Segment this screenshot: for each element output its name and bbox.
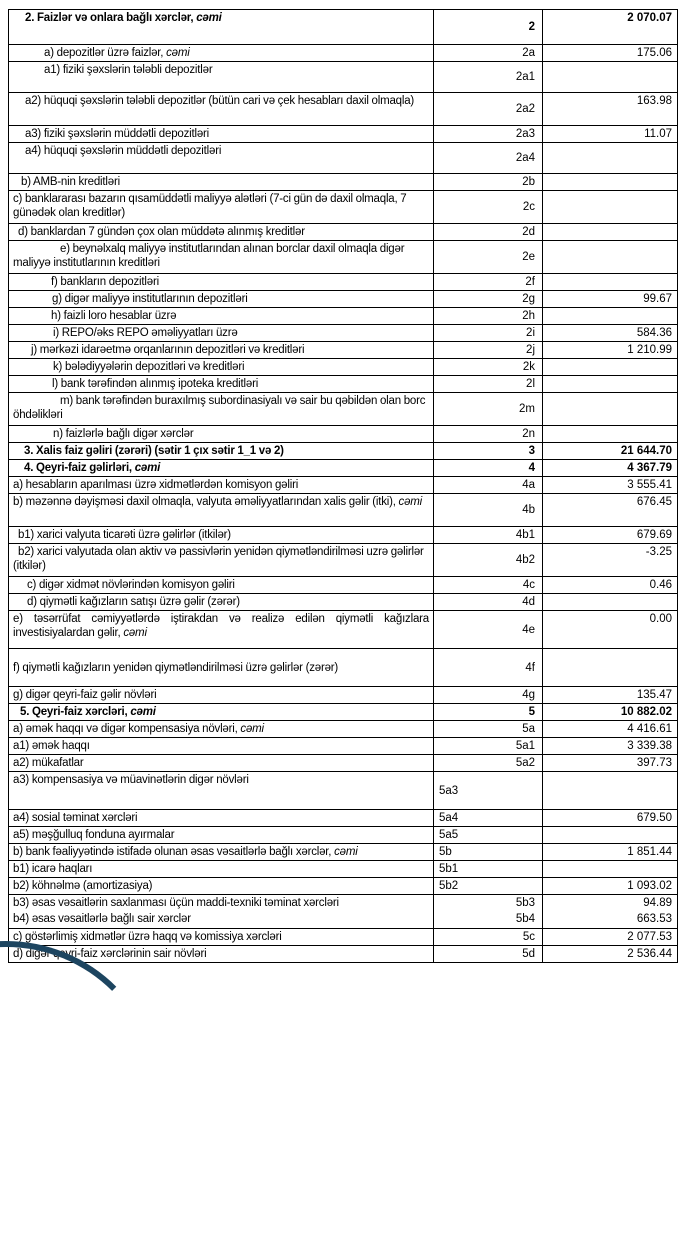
row-label-cell <box>9 325 434 342</box>
row-label-cell <box>9 174 434 191</box>
row-value-cell: 397.73 <box>543 755 678 772</box>
row-label-italic-suffix: cəmi <box>334 846 358 858</box>
row-label: a) hesabların aparılması üzrə xidmətlərdən komisyon gəliri <box>13 479 299 491</box>
row-code-cell: 5a <box>434 721 543 738</box>
row-code-cell: 4c <box>434 577 543 594</box>
row-label-cell <box>9 895 434 912</box>
row-code-cell: 5c <box>434 928 543 945</box>
row-label: h) faizli loro hesablar üzrə <box>51 310 177 322</box>
row-code-cell: 5b3 <box>434 895 543 912</box>
row-code-cell: 2d <box>434 224 543 241</box>
row-code-cell: 5a1 <box>434 738 543 755</box>
row-label-cell <box>9 62 434 93</box>
table-row <box>9 772 678 810</box>
row-value-cell: 4 416.61 <box>543 721 678 738</box>
row-label: k) bələdiyyələrin depozitləri və kreditləri <box>53 361 245 373</box>
row-label: a5) məşğulluq fonduna ayırmalar <box>13 829 175 841</box>
table-row <box>9 393 678 426</box>
row-code-cell: 5d <box>434 945 543 962</box>
row-value-cell <box>543 174 678 191</box>
row-label: 2. Faizlər və onlara bağlı xərclər, <box>25 12 194 24</box>
row-label-cell <box>9 527 434 544</box>
row-label: a1) əmək haqqı <box>13 740 90 752</box>
row-value-cell: 10 882.02 <box>543 704 678 721</box>
row-code-cell: 5 <box>434 704 543 721</box>
row-value-cell: -3.25 <box>543 544 678 577</box>
row-label: g) digər qeyri-faiz gəlir növləri <box>13 689 157 701</box>
income-expense-table <box>8 9 678 963</box>
row-label-cell <box>9 649 434 687</box>
table-row <box>9 928 678 945</box>
row-value-cell: 175.06 <box>543 45 678 62</box>
row-code-cell: 2a4 <box>434 143 543 174</box>
row-label-cell <box>9 426 434 443</box>
row-label: i) REPO/əks REPO əməliyyatları üzrə <box>53 327 238 339</box>
row-value-cell: 663.53 <box>543 911 678 928</box>
row-label: e) təsərrüfat cəmiyyətlərdə iştirakdan və realizə edilən qiymətli kağızlara investisiyalardan gəlir, <box>13 613 429 639</box>
row-label: b2) köhnəlmə (amortizasiya) <box>13 880 153 892</box>
row-label-cell <box>9 544 434 577</box>
row-value-cell <box>543 393 678 426</box>
table-row <box>9 460 678 477</box>
corner-arc-logo <box>0 941 162 1253</box>
row-value-cell <box>543 62 678 93</box>
row-code-cell: 5b4 <box>434 911 543 928</box>
row-label: a4) sosial təminat xərcləri <box>13 812 138 824</box>
table-row <box>9 126 678 143</box>
row-label-cell <box>9 738 434 755</box>
row-label-cell <box>9 274 434 291</box>
table-row <box>9 224 678 241</box>
row-code-cell: 2 <box>434 10 543 45</box>
row-label-cell <box>9 594 434 611</box>
row-value-cell: 679.69 <box>543 527 678 544</box>
row-code-cell: 5b <box>434 844 543 861</box>
row-label-cell <box>9 687 434 704</box>
table-row <box>9 62 678 93</box>
row-label-cell <box>9 393 434 426</box>
row-label-cell <box>9 224 434 241</box>
row-label-cell <box>9 577 434 594</box>
table-row <box>9 649 678 687</box>
row-value-cell: 21 644.70 <box>543 443 678 460</box>
row-label: m) bank tərəfindən buraxılmış subordinasiyalı və sair bu qəbildən olan borc öhdəlikləri <box>13 395 426 421</box>
row-code-cell: 4e <box>434 611 543 649</box>
table-row <box>9 308 678 325</box>
table-row <box>9 93 678 126</box>
row-label-cell <box>9 93 434 126</box>
row-label-cell <box>9 477 434 494</box>
row-label-italic-suffix: cəmi <box>134 462 161 474</box>
row-value-cell <box>543 308 678 325</box>
table-row <box>9 477 678 494</box>
table-row <box>9 10 678 45</box>
row-value-cell: 676.45 <box>543 494 678 527</box>
row-label: b) AMB-nin kreditləri <box>21 176 120 188</box>
row-value-cell: 163.98 <box>543 93 678 126</box>
row-code-cell: 2l <box>434 376 543 393</box>
row-label-cell <box>9 143 434 174</box>
row-label-italic-suffix: cəmi <box>196 12 222 24</box>
row-code-cell: 5a5 <box>434 827 543 844</box>
table-row <box>9 143 678 174</box>
row-label-cell <box>9 810 434 827</box>
row-value-cell <box>543 376 678 393</box>
row-label: 3. Xalis faiz gəliri (zərəri) (sətir 1 çıx sətir 1_1 və 2) <box>24 445 284 457</box>
row-value-cell <box>543 143 678 174</box>
table-body <box>9 10 678 963</box>
row-label-cell <box>9 241 434 274</box>
row-value-cell <box>543 827 678 844</box>
table-row <box>9 426 678 443</box>
row-code-cell: 5a2 <box>434 755 543 772</box>
row-label-cell <box>9 704 434 721</box>
row-value-cell <box>543 191 678 224</box>
table-row <box>9 861 678 878</box>
row-label: g) digər maliyyə institutlarının depozitləri <box>52 293 248 305</box>
row-code-cell: 5b2 <box>434 878 543 895</box>
row-label: b1) icarə haqları <box>13 863 93 875</box>
row-code-cell: 5b1 <box>434 861 543 878</box>
row-label: b3) əsas vəsaitlərin saxlanması üçün maddi-texniki təminat xərcləri <box>13 897 339 909</box>
row-label: e) beynəlxalq maliyyə institutlarından alınan borclar daxil olmaqla digər maliyyə institutlarının kreditləri <box>13 243 405 269</box>
table-row <box>9 274 678 291</box>
row-label: c) banklararası bazarın qısamüddətli maliyyə alətləri (7-ci gün də daxil olmaqla, 7 günədək olan kreditlər) <box>13 193 407 219</box>
table-row <box>9 721 678 738</box>
table-row <box>9 755 678 772</box>
row-value-cell: 2 070.07 <box>543 10 678 45</box>
row-value-cell: 584.36 <box>543 325 678 342</box>
row-value-cell <box>543 224 678 241</box>
row-value-cell: 3 339.38 <box>543 738 678 755</box>
row-code-cell: 4 <box>434 460 543 477</box>
table-row <box>9 191 678 224</box>
row-label: a2) mükafatlar <box>13 757 84 769</box>
row-label: f) qiymətli kağızların yenidən qiymətləndirilməsi üzrə gəlirlər (zərər) <box>13 661 339 674</box>
row-label-cell <box>9 827 434 844</box>
row-code-cell: 2g <box>434 291 543 308</box>
row-code-cell: 2a <box>434 45 543 62</box>
row-label-cell <box>9 460 434 477</box>
table-row <box>9 687 678 704</box>
row-label: a) depozitlər üzrə faizlər, <box>44 47 164 59</box>
row-label-italic-suffix: cəmi <box>166 47 190 59</box>
row-label-cell <box>9 359 434 376</box>
row-label: d) digər qeyri-faiz xərclərinin sair növləri <box>13 947 207 960</box>
table-row <box>9 810 678 827</box>
row-value-cell: 2 536.44 <box>543 945 678 962</box>
table-row <box>9 342 678 359</box>
table-row <box>9 325 678 342</box>
row-value-cell: 99.67 <box>543 291 678 308</box>
row-label: j) mərkəzi idarəetmə orqanlarının depozitləri və kreditləri <box>31 344 305 356</box>
row-value-cell: 1 093.02 <box>543 878 678 895</box>
row-code-cell: 2a1 <box>434 62 543 93</box>
row-label-cell <box>9 376 434 393</box>
row-code-cell: 2m <box>434 393 543 426</box>
table-row <box>9 594 678 611</box>
row-value-cell: 2 077.53 <box>543 928 678 945</box>
table-row <box>9 827 678 844</box>
row-label: a1) fiziki şəxslərin tələbli depozitlər <box>44 64 213 76</box>
row-label: b) bank fəaliyyətində istifadə olunan əsas vəsaitlərlə bağlı xərclər, <box>13 846 332 858</box>
table-row <box>9 376 678 393</box>
row-label-italic-suffix: cəmi <box>240 723 264 735</box>
row-code-cell: 3 <box>434 443 543 460</box>
row-label-cell <box>9 878 434 895</box>
row-value-cell: 0.46 <box>543 577 678 594</box>
row-code-cell: 2n <box>434 426 543 443</box>
table-row <box>9 704 678 721</box>
row-label: a3) fiziki şəxslərin müddətli depozitləri <box>25 128 210 140</box>
row-value-cell: 0.00 <box>543 611 678 649</box>
row-label-italic-suffix: cəmi <box>398 496 423 508</box>
table-row <box>9 738 678 755</box>
row-value-cell: 4 367.79 <box>543 460 678 477</box>
row-code-cell: 2a3 <box>434 126 543 143</box>
row-code-cell: 5a3 <box>434 772 543 810</box>
table-row <box>9 359 678 376</box>
row-code-cell: 5a4 <box>434 810 543 827</box>
table-row <box>9 443 678 460</box>
row-label: f) bankların depozitləri <box>51 276 159 288</box>
row-code-cell: 4a <box>434 477 543 494</box>
table-row <box>9 527 678 544</box>
row-label-cell <box>9 342 434 359</box>
table-row <box>9 878 678 895</box>
row-label: c) göstərlimiş xidmətlər üzrə haqq və komissiya xərcləri <box>13 930 282 943</box>
row-value-cell <box>543 772 678 810</box>
row-code-cell: 4f <box>434 649 543 687</box>
row-code-cell: 4b <box>434 494 543 527</box>
row-code-cell: 2b <box>434 174 543 191</box>
row-label-italic-suffix: cəmi <box>123 627 147 639</box>
row-code-cell: 2f <box>434 274 543 291</box>
row-code-cell: 2a2 <box>434 93 543 126</box>
row-label: a2) hüquqi şəxslərin tələbli depozitlər (bütün cari və çek hesabları daxil olmaqla) <box>25 95 415 107</box>
row-label: a) əmək haqqı və digər kompensasiya növləri, <box>13 723 238 735</box>
row-label-cell <box>9 928 434 945</box>
row-label: b2) xarici valyutada olan aktiv və passivlərin yenidən qiymətləndirilməsi uzrə gəlirlər (itkilər) <box>13 546 424 572</box>
row-label: d) qiymətli kağızların satışı üzrə gəlir (zərər) <box>27 596 240 608</box>
row-label: c) digər xidmət növlərindən komisyon gəliri <box>27 579 235 591</box>
row-code-cell: 4g <box>434 687 543 704</box>
row-label: b1) xarici valyuta ticarəti üzrə gəlirlər (itkilər) <box>18 529 231 541</box>
table-row <box>9 494 678 527</box>
table-row <box>9 945 678 962</box>
row-label-cell <box>9 45 434 62</box>
row-code-cell: 4b1 <box>434 527 543 544</box>
row-value-cell <box>543 649 678 687</box>
row-label-cell <box>9 772 434 810</box>
row-code-cell: 2e <box>434 241 543 274</box>
row-label-cell <box>9 721 434 738</box>
row-label-cell <box>9 844 434 861</box>
row-value-cell <box>543 594 678 611</box>
row-code-cell: 4d <box>434 594 543 611</box>
table-row <box>9 45 678 62</box>
row-value-cell: 135.47 <box>543 687 678 704</box>
row-label: d) banklardan 7 gündən çox olan müddətə alınmış kreditlər <box>18 226 305 238</box>
row-label-cell <box>9 911 434 928</box>
row-label: n) faizlərlə bağlı digər xərclər <box>53 428 194 440</box>
row-label: b4) əsas vəsaitlərlə bağlı sair xərclər <box>13 913 191 925</box>
row-label-italic-suffix: cəmi <box>130 706 156 718</box>
row-value-cell: 1 210.99 <box>543 342 678 359</box>
table-row <box>9 844 678 861</box>
row-label: a3) kompensasiya və müavinətlərin digər növləri <box>13 774 249 786</box>
row-value-cell <box>543 359 678 376</box>
row-code-cell: 2i <box>434 325 543 342</box>
row-label: 4. Qeyri-faiz gəlirləri, <box>24 462 132 474</box>
row-label: l) bank tərəfindən alınmış ipoteka kreditləri <box>52 378 259 390</box>
row-label: 5. Qeyri-faiz xərcləri, <box>20 706 128 718</box>
row-code-cell: 2k <box>434 359 543 376</box>
table-row <box>9 241 678 274</box>
row-label-cell <box>9 126 434 143</box>
row-label-cell <box>9 494 434 527</box>
table-row <box>9 611 678 649</box>
row-code-cell: 4b2 <box>434 544 543 577</box>
row-value-cell: 11.07 <box>543 126 678 143</box>
row-value-cell <box>543 861 678 878</box>
row-value-cell: 679.50 <box>543 810 678 827</box>
table-row <box>9 577 678 594</box>
row-code-cell: 2c <box>434 191 543 224</box>
row-label-cell <box>9 611 434 649</box>
row-value-cell: 94.89 <box>543 895 678 912</box>
row-value-cell <box>543 241 678 274</box>
row-code-cell: 2j <box>434 342 543 359</box>
row-value-cell: 3 555.41 <box>543 477 678 494</box>
row-label-cell <box>9 10 434 45</box>
table-row <box>9 291 678 308</box>
table-row <box>9 174 678 191</box>
row-value-cell <box>543 274 678 291</box>
row-label-cell <box>9 291 434 308</box>
row-label: a4) hüquqi şəxslərin müddətli depozitləri <box>25 145 222 157</box>
table-row <box>9 895 678 912</box>
table-row <box>9 544 678 577</box>
row-label-cell <box>9 861 434 878</box>
row-value-cell <box>543 426 678 443</box>
table-row <box>9 911 678 928</box>
row-value-cell: 1 851.44 <box>543 844 678 861</box>
row-code-cell: 2h <box>434 308 543 325</box>
row-label-cell <box>9 308 434 325</box>
row-label: b) məzənnə dəyişməsi daxil olmaqla, valyuta əməliyyatlarından xalis gəlir (itki), <box>13 496 396 508</box>
row-label-cell <box>9 191 434 224</box>
row-label-cell <box>9 443 434 460</box>
row-label-cell <box>9 755 434 772</box>
